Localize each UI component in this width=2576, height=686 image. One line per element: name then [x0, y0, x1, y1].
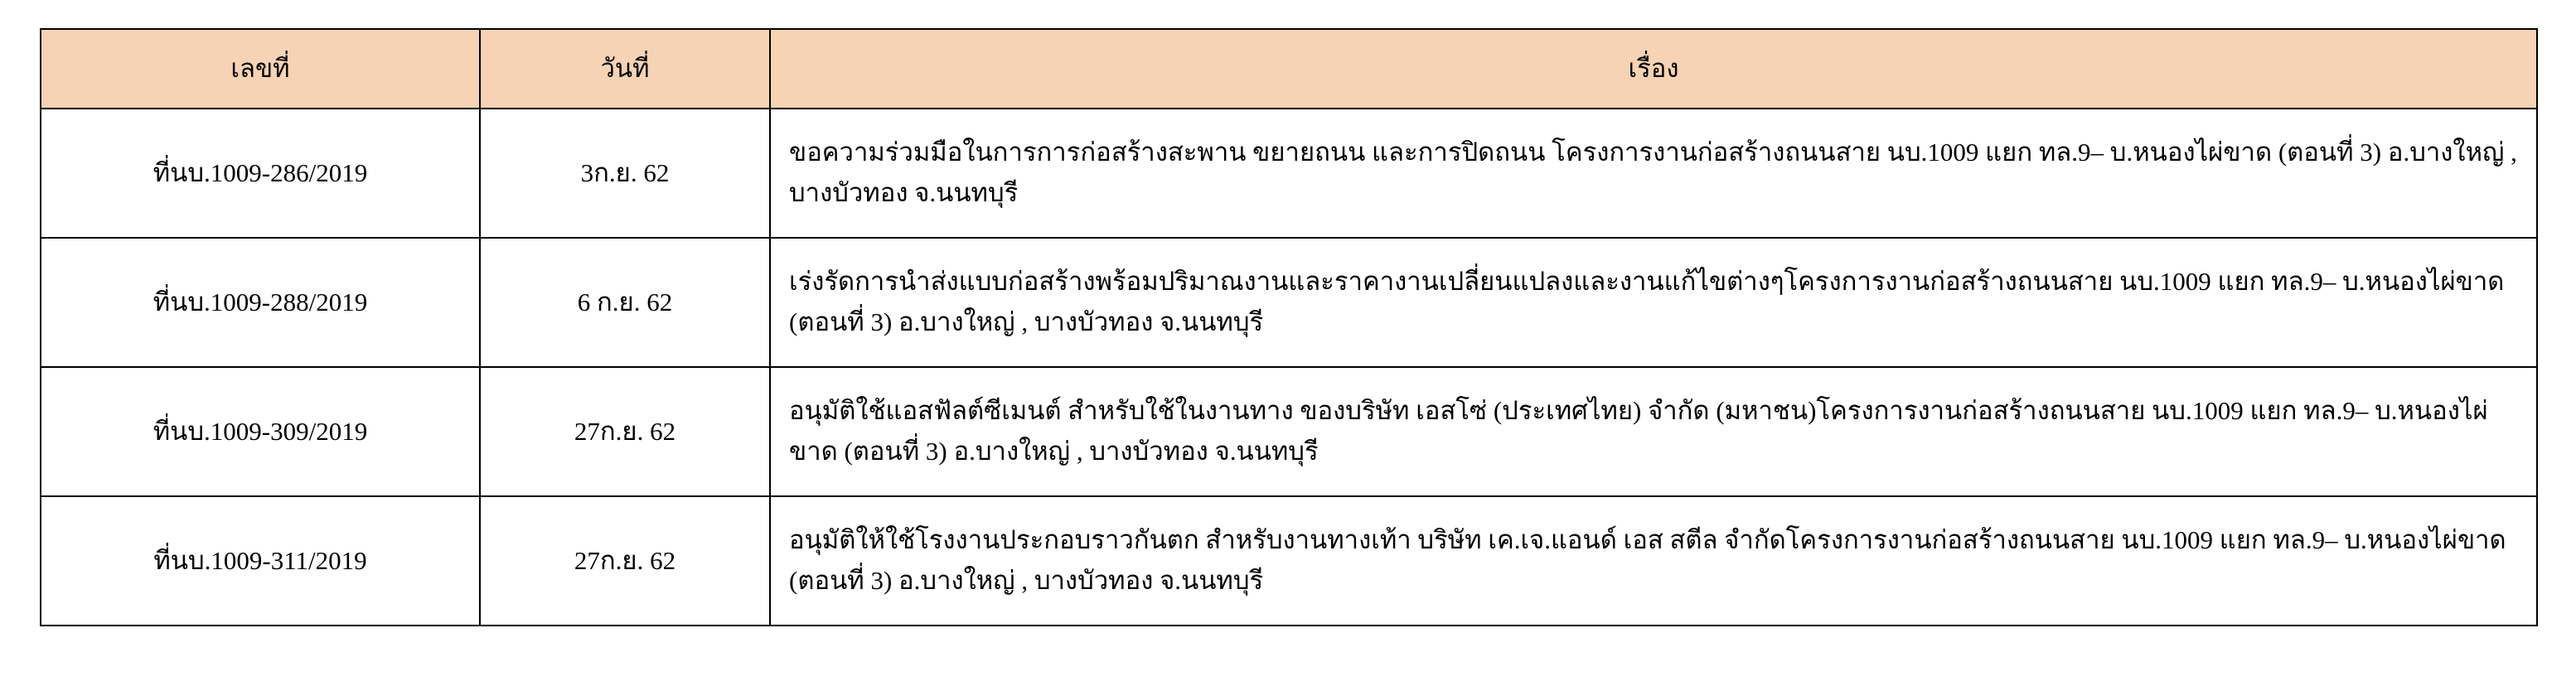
table-row — [41, 496, 2537, 626]
cell-date: 27ก.ย. 62 — [480, 367, 770, 496]
cell-date: 3ก.ย. 62 — [480, 109, 770, 238]
column-header-date: วันที่ — [480, 29, 770, 109]
cell-subject: ขอความร่วมมือในการการก่อสร้างสะพาน ขยายถนน และการปิดถนน โครงการงานก่อสร้างถนนสาย นบ.1009 แยก ทล.9– บ.หนองไผ่ขาด (ตอนที่ 3) อ.บางใหญ่ , บางบัวทอง จ.นนทบุรี — [770, 109, 2537, 238]
cell-subject: เร่งรัดการนำส่งแบบก่อสร้างพร้อมปริมาณงานและราคางานเปลี่ยนแปลงและงานแก้ไขต่างๆโครงการงานก่อสร้างถนนสาย นบ.1009 แยก ทล.9– บ.หนองไผ่ขาด (ตอนที่ 3) อ.บางใหญ่ , บางบัวทอง จ.นนทบุรี — [770, 238, 2537, 367]
cell-no: ที่นบ.1009-309/2019 — [41, 367, 480, 496]
table-row — [41, 238, 2537, 367]
column-header-no: เลขที่ — [41, 29, 480, 109]
cell-subject: อนุมัติใช้แอสฟัลต์ซีเมนต์ สำหรับใช้ในงานทาง ของบริษัท เอสโซ่ (ประเทศไทย) จำกัด (มหาชน)โครงการงานก่อสร้างถนนสาย นบ.1009 แยก ทล.9– บ.หนองไผ่ขาด (ตอนที่ 3) อ.บางใหญ่ , บางบัวทอง จ.นนทบุรี — [770, 367, 2537, 496]
table-row — [41, 109, 2537, 238]
cell-subject: อนุมัติให้ใช้โรงงานประกอบราวกันตก สำหรับงานทางเท้า บริษัท เค.เจ.แอนด์ เอส สตีล จำกัดโครงการงานก่อสร้างถนนสาย นบ.1009 แยก ทล.9– บ.หนองไผ่ขาด (ตอนที่ 3) อ.บางใหญ่ , บางบัวทอง จ.นนทบุรี — [770, 496, 2537, 626]
table-row — [41, 367, 2537, 496]
cell-no: ที่นบ.1009-286/2019 — [41, 109, 480, 238]
table-header — [41, 29, 2537, 109]
cell-no: ที่นบ.1009-288/2019 — [41, 238, 480, 367]
cell-date: 27ก.ย. 62 — [480, 496, 770, 626]
correspondence-table — [40, 28, 2538, 626]
cell-date: 6 ก.ย. 62 — [480, 238, 770, 367]
cell-no: ที่นบ.1009-311/2019 — [41, 496, 480, 626]
column-header-subject: เรื่อง — [770, 29, 2537, 109]
table-body — [41, 109, 2537, 626]
header-row — [41, 29, 2537, 109]
